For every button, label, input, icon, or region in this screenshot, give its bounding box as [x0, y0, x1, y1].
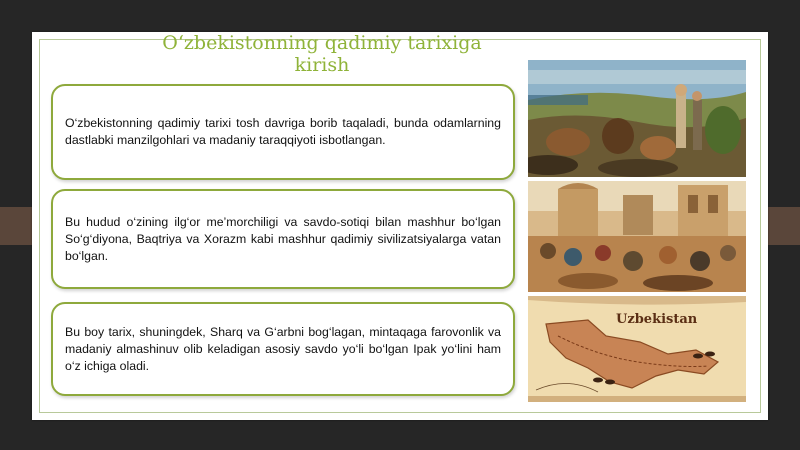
text-card-2: [51, 189, 515, 289]
slide-title: O‘zbekistonning qadimiy tarixiga kirish: [162, 32, 482, 76]
paragraph-2: Bu hudud o‘zining ilg‘or me’morchiligi va savdo-sotiqi bilan mashhur bo‘lgan So‘g‘diyona, Baqtriya va Xorazm kabi mashhur qadimiy sivilizatsiyalarga vatan bo‘lgan.: [65, 214, 501, 263]
paragraph-1: O‘zbekistonning qadimiy tarixi tosh davriga borib taqaladi, bunda odamlarning dastlabki manzilgohlari va madaniy taraqqiyoti isbotlangan.: [65, 116, 501, 147]
text-card-1: [51, 84, 515, 180]
ancient-bazaar-image: [528, 181, 746, 292]
text-card-3: [51, 302, 515, 396]
paragraph-3: Bu boy tarix, shuningdek, Sharq va G‘arbni bog‘lagan, mintaqaga farovonlik va madaniy almashinuv olib keladigan asosiy savdo yo‘li bo‘lgan Ipak yo‘lini ham o‘z ichiga oladi.: [65, 324, 501, 373]
stone-age-settlement-image: [528, 60, 746, 177]
uzbekistan-map-image: [528, 296, 746, 402]
map-label: Uzbekistan: [616, 312, 698, 327]
slide: [32, 32, 768, 420]
